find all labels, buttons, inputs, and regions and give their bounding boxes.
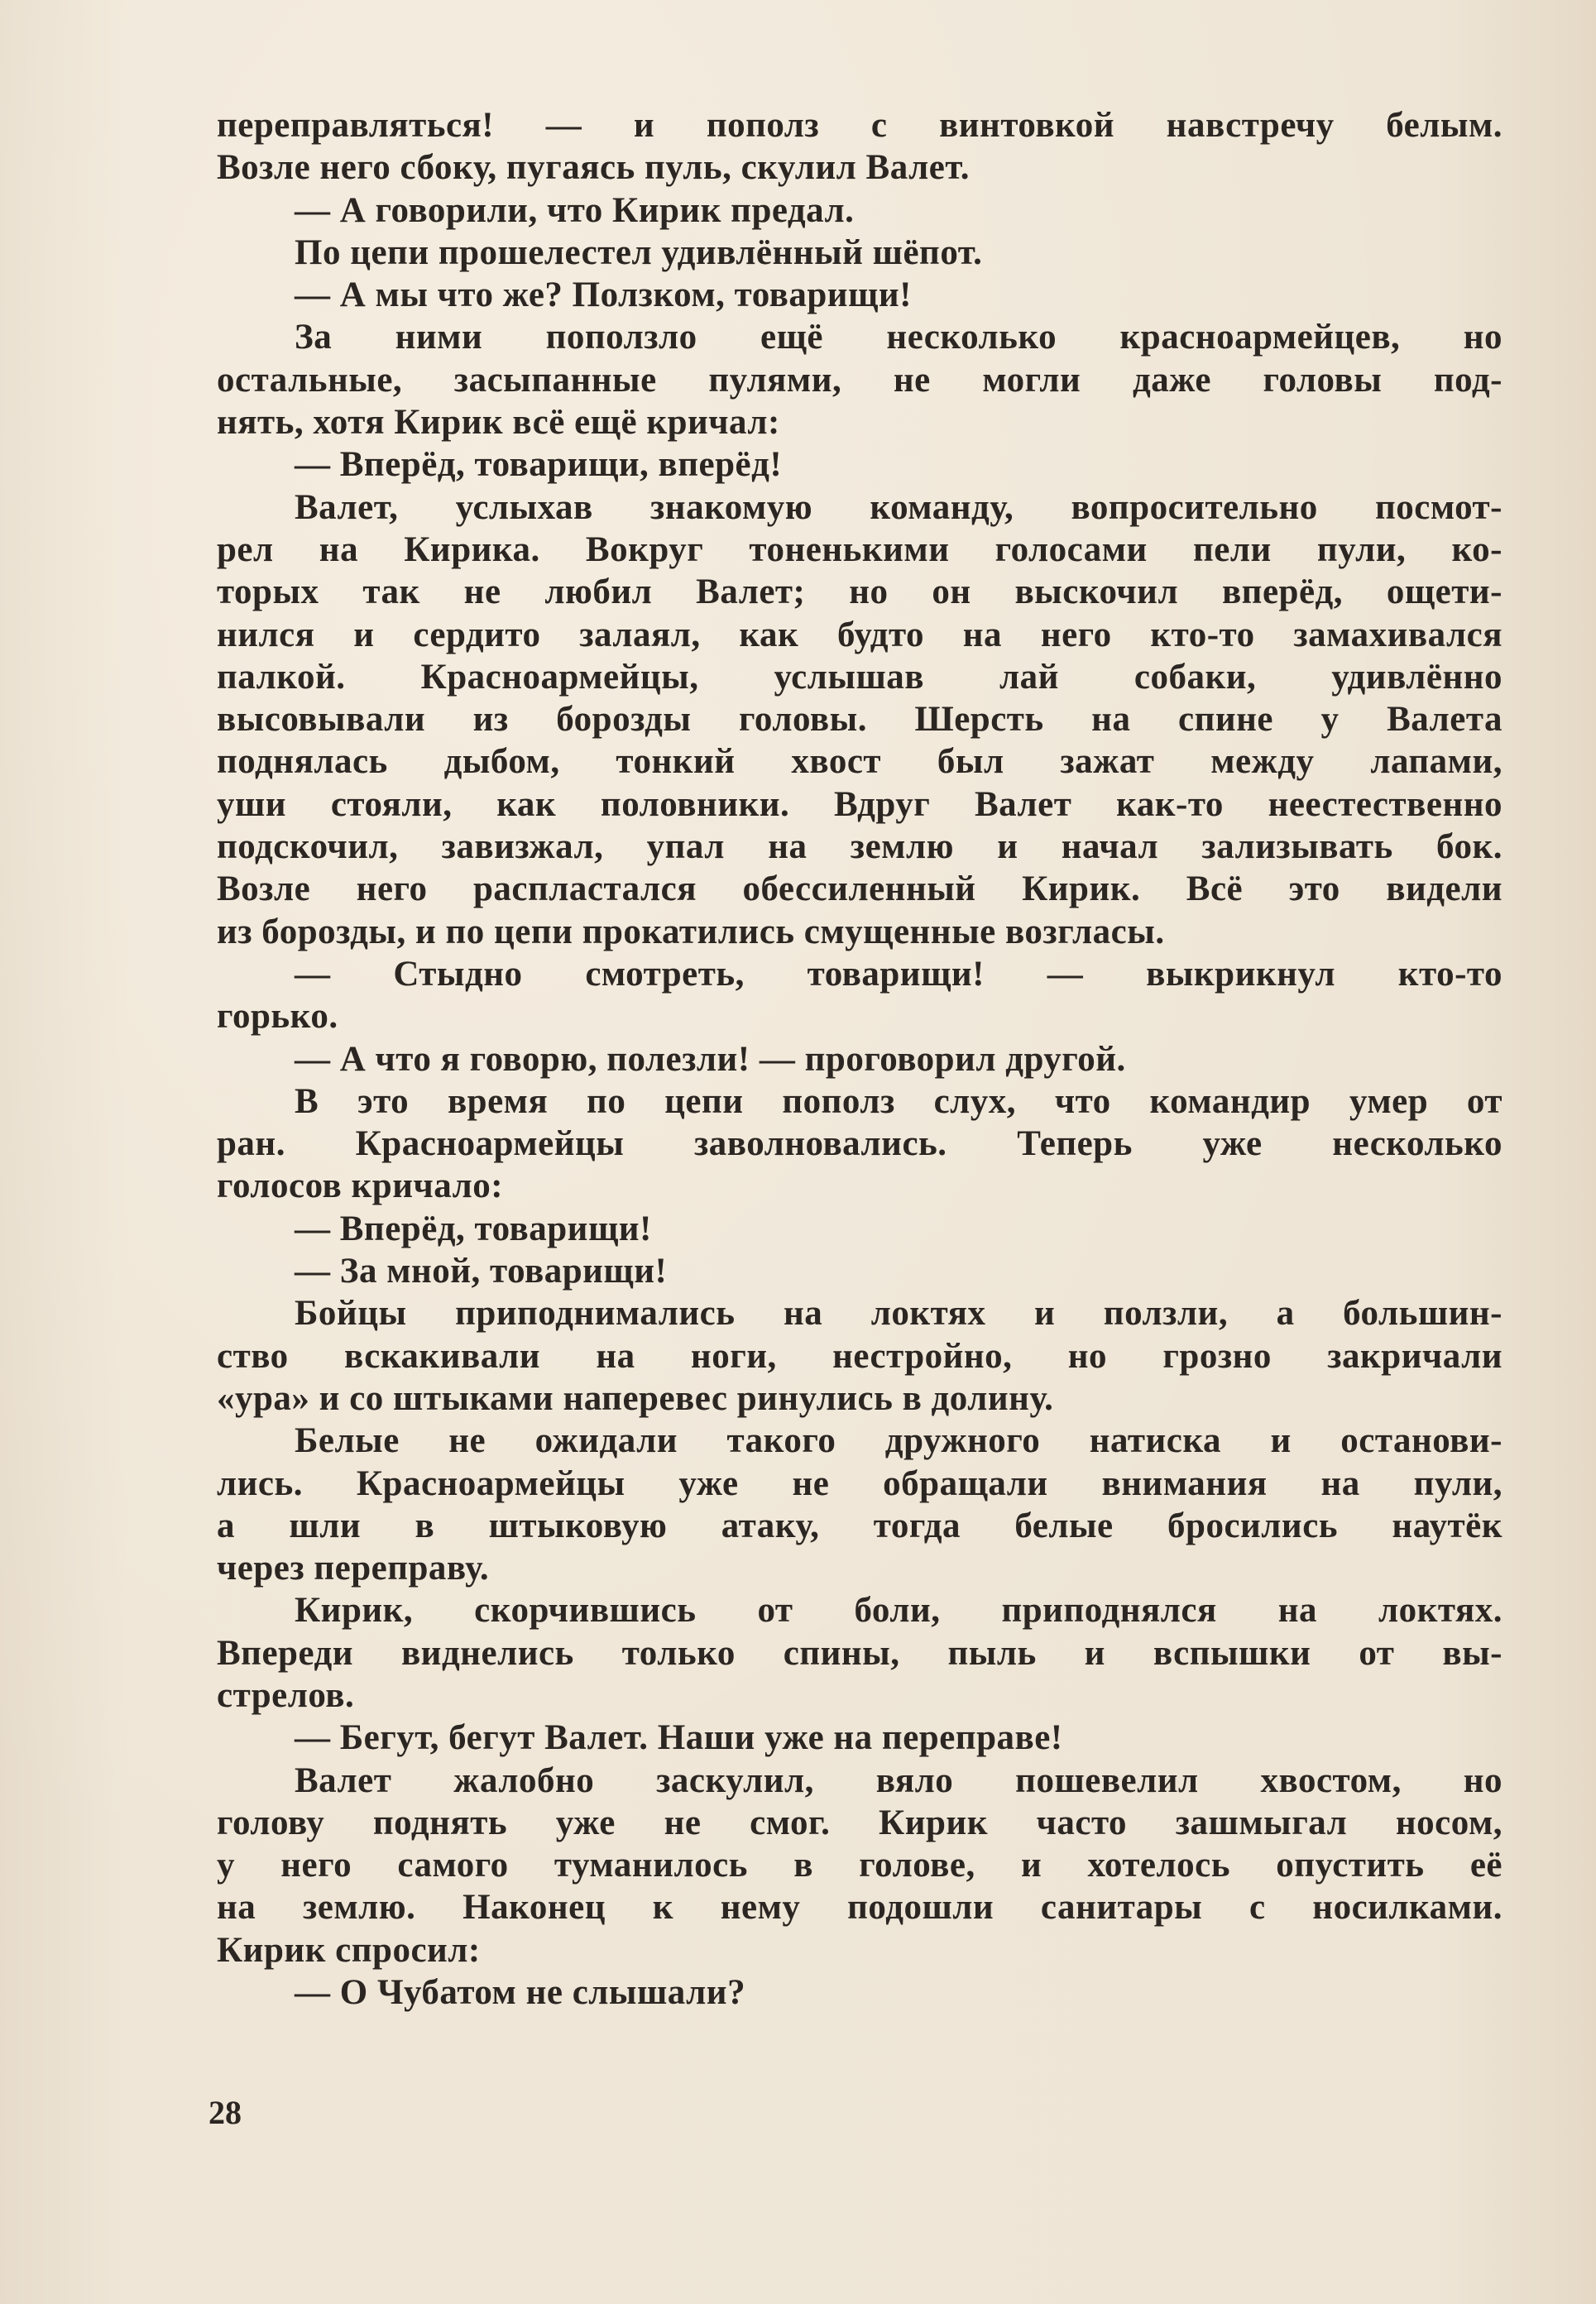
text-line: — А мы что же? Ползком, товарищи! — [295, 275, 912, 315]
text-line: Кирик, скорчившись от боли, приподнялся на локтях. — [295, 1591, 1503, 1631]
text-line: Валет жалобно заскулил, вяло пошевелил хвостом, но — [295, 1760, 1503, 1800]
text-line: нять, хотя Кирик всё ещё кричал: — [217, 403, 780, 443]
text-line: Бойцы приподнимались на локтях и ползли, а большин- — [295, 1294, 1503, 1334]
text-line: голову поднять уже не смог. Кирик часто зашмыгал носом, — [217, 1803, 1503, 1842]
text-line: — Бегут, бегут Валет. Наши уже на переправе! — [295, 1718, 1063, 1758]
text-line: переправляться! — и пополз с винтовкой навстречу белым. — [217, 106, 1503, 145]
text-line: поднялась дыбом, тонкий хвост был зажат между лапами, — [217, 742, 1503, 782]
text-line: палкой. Красноармейцы, услышав лай собаки, удивлённо — [217, 657, 1503, 697]
text-line: «ура» и со штыками наперевес ринулись в долину. — [217, 1378, 1054, 1418]
text-line: Возле него сбоку, пугаясь пуль, скулил Валет. — [217, 148, 970, 188]
text-line: Возле него распластался обессиленный Кирик. Всё это видели — [217, 869, 1503, 909]
text-line: у него самого туманилось в голове, и хотелось опустить её — [217, 1846, 1503, 1885]
text-line: а шли в штыковую атаку, тогда белые бросились наутёк — [217, 1506, 1503, 1545]
text-line: Впереди виднелись только спины, пыль и вспышки от вы- — [217, 1633, 1503, 1673]
text-line: нился и сердито залаял, как будто на него кто-то замахивался — [217, 615, 1503, 654]
body-text — [217, 104, 1503, 2014]
text-line: уши стояли, как половники. Вдруг Валет как-то неестественно — [217, 784, 1503, 824]
text-line: лись. Красноармейцы уже не обращали внимания на пули, — [217, 1463, 1503, 1503]
text-line: — Вперёд, товарищи! — [295, 1209, 652, 1248]
text-line: подскочил, завизжал, упал на землю и начал зализывать бок. — [217, 827, 1503, 867]
text-line: За ними поползло ещё несколько красноармейцев, но — [295, 318, 1503, 357]
page-number: 28 — [208, 2094, 242, 2131]
text-line: — Вперёд, товарищи, вперёд! — [295, 445, 783, 485]
text-line: ран. Красноармейцы заволновались. Теперь уже несколько — [217, 1124, 1503, 1164]
text-line: Кирик спросил: — [217, 1930, 481, 1970]
text-line: остальные, засыпанные пулями, не могли даже головы под- — [217, 360, 1503, 400]
text-line: — За мной, товарищи! — [295, 1252, 668, 1291]
text-line: — А что я говорю, полезли! — проговорил другой. — [295, 1039, 1126, 1079]
text-line: через переправу. — [217, 1549, 490, 1588]
text-line: стрелов. — [217, 1675, 355, 1715]
text-line: голосов кричало: — [217, 1166, 504, 1206]
text-line: горько. — [217, 997, 338, 1037]
text-line: из борозды, и по цепи прокатились смущенные возгласы. — [217, 912, 1165, 951]
text-line: — Стыдно смотреть, товарищи! — выкрикнул кто-то — [295, 954, 1503, 994]
text-line: В это время по цепи пополз слух, что командир умер от — [295, 1081, 1503, 1121]
text-line: торых так не любил Валет; но он выскочил вперёд, ощети- — [217, 572, 1503, 612]
text-line: Валет, услыхав знакомую команду, вопросительно посмот- — [295, 487, 1503, 527]
text-line: Белые не ожидали такого дружного натиска и останови- — [295, 1421, 1503, 1461]
text-line: ство вскакивали на ноги, нестройно, но грозно закричали — [217, 1336, 1503, 1376]
text-line: — А говорили, что Кирик предал. — [295, 190, 855, 230]
text-line: на землю. Наконец к нему подошли санитары с носилками. — [217, 1888, 1503, 1928]
text-line: — О Чубатом не слышали? — [295, 1973, 746, 2013]
text-line: высовывали из борозды головы. Шерсть на спине у Валета — [217, 700, 1503, 740]
text-line: По цепи прошелестел удивлённый шёпот. — [295, 232, 983, 272]
text-line: рел на Кирика. Вокруг тоненькими голосами пели пули, ко- — [217, 529, 1503, 569]
